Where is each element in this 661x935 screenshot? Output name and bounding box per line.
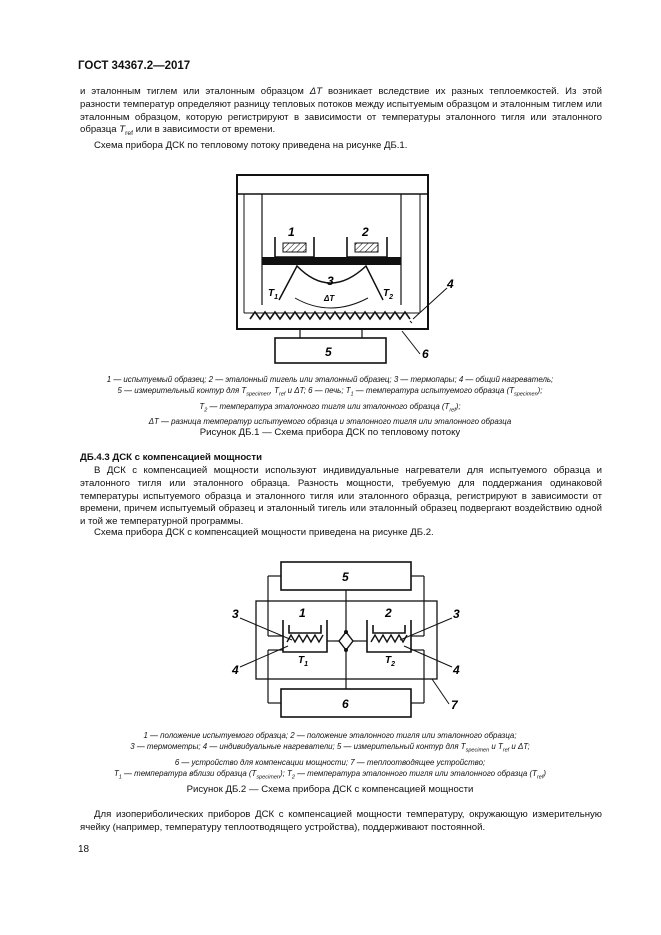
label-t2: $T_2$: [383, 288, 394, 301]
document-header: ГОСТ 34367.2—2017: [78, 60, 191, 72]
label-4-left: 4: [232, 663, 239, 677]
figure2-caption: Рисунок ДБ.2 — Схема прибора ДСК с компенсацией мощности: [186, 784, 474, 795]
label-5: 5: [342, 570, 349, 584]
reference-sample: [355, 243, 378, 252]
label-7: 7: [451, 698, 458, 712]
label-3-left: 3: [232, 607, 239, 621]
label-t2: $T_2$: [385, 655, 396, 668]
furnace-outer: [237, 175, 428, 329]
figure1-diagram: [0, 0, 661, 380]
label-4-right: 4: [453, 663, 460, 677]
specimen-holder: [283, 620, 327, 652]
label-3: 3: [327, 274, 334, 288]
figure2-reference: Схема прибора ДСК с компенсацией мощности приведена на рисунке ДБ.2.: [94, 527, 434, 538]
reference-holder: [367, 620, 411, 652]
label-6: 6: [342, 697, 349, 711]
figure1-reference: Схема прибора ДСК по тепловому потоку приведена на рисунке ДБ.1.: [94, 140, 408, 151]
figure2-diagram: [0, 550, 661, 730]
intro-paragraph: и эталонным тиглем или эталонным образцом ΔT возникает вследствие их разных теплоемкостей. Из этой разности температур определяют разницу тепловых потоков между испытуемым образцом и эталонным тиглем или эталонным образцом, которую регистрируют в зависимости от температуры эталонного тигля или эталонного образца $T_{ref}$ или в зависимости от времени.: [80, 86, 603, 138]
label-5: 5: [325, 345, 332, 359]
figure2-legend: 1 — положение испытуемого образца; 2 — положение эталонного тигля или эталонного образца; 3 — термометры; 4 — индивидуальные нагреватели; 5 — измерительный контур для $T_{specimen}$ и $T_{ref}$ и ΔT; 6 — устройство для компенсации мощности; 7 — теплоотводящее устройство; $T_1$ — температура вблизи образца $(T_{specimen})$; $T_2$ — температура эталонного тигля или эталонного образца $(T_{ref})$: [113, 731, 547, 781]
figure1-caption: Рисунок ДБ.1 — Схема прибора ДСК по тепловому потоку: [199, 427, 461, 438]
label-t1: $T_1$: [298, 655, 309, 668]
reference-heater: [371, 635, 407, 642]
figure1-legend: 1 — испытуемый образец; 2 — эталонный тигель или эталонный образец; 3 — термопары; 4 — общий нагреватель; 5 — измерительный контур для $T_{specimen}$, $T_{ref}$ и ΔT; 6 — печь; $T_1$ — температура испытуемого образца $(T_{specimen})$; $T_2$ — температура эталонного тигля или эталонного образца $(T_{ref})$; ΔT — разница температур испытуемого образца и эталонного тигля или эталонного образца: [106, 375, 554, 427]
closing-paragraph: Для изопериболических приборов ДСК с компенсацией мощности температуру, окружающую измерительную ячейку (например, температуру теплоотводящего устройства), поддерживают постоянной.: [80, 809, 602, 833]
label-6: 6: [422, 347, 429, 361]
label-t1: $T_1$: [268, 288, 279, 301]
section-paragraph: В ДСК с компенсацией мощности используют индивидуальные нагреватели для испытуемого образца и эталонного тигля или эталонного образца. Разность мощности, требуемую для поддержания одинаковой температуры испытуемого образца и эталонного тигля или эталонного образца, регистрируют в зависимости от времени, причем испытуемый образец и эталонный тигель или эталонный образец подвергают воздействию одной и той же температурной программы.: [80, 465, 602, 528]
label-1: 1: [288, 225, 295, 239]
label-delta-t: ΔT: [324, 294, 335, 303]
specimen-sample: [283, 243, 306, 252]
junction-node: [339, 632, 353, 650]
page-number: 18: [78, 844, 90, 855]
section-heading: ДБ.4.3 ДСК с компенсацией мощности: [80, 452, 262, 463]
label-1: 1: [299, 606, 306, 620]
specimen-heater: [287, 635, 323, 642]
label-4: 4: [447, 277, 454, 291]
label-2: 2: [385, 606, 392, 620]
label-3-right: 3: [453, 607, 460, 621]
label-2: 2: [362, 225, 369, 239]
sensor-plate: [262, 257, 401, 265]
